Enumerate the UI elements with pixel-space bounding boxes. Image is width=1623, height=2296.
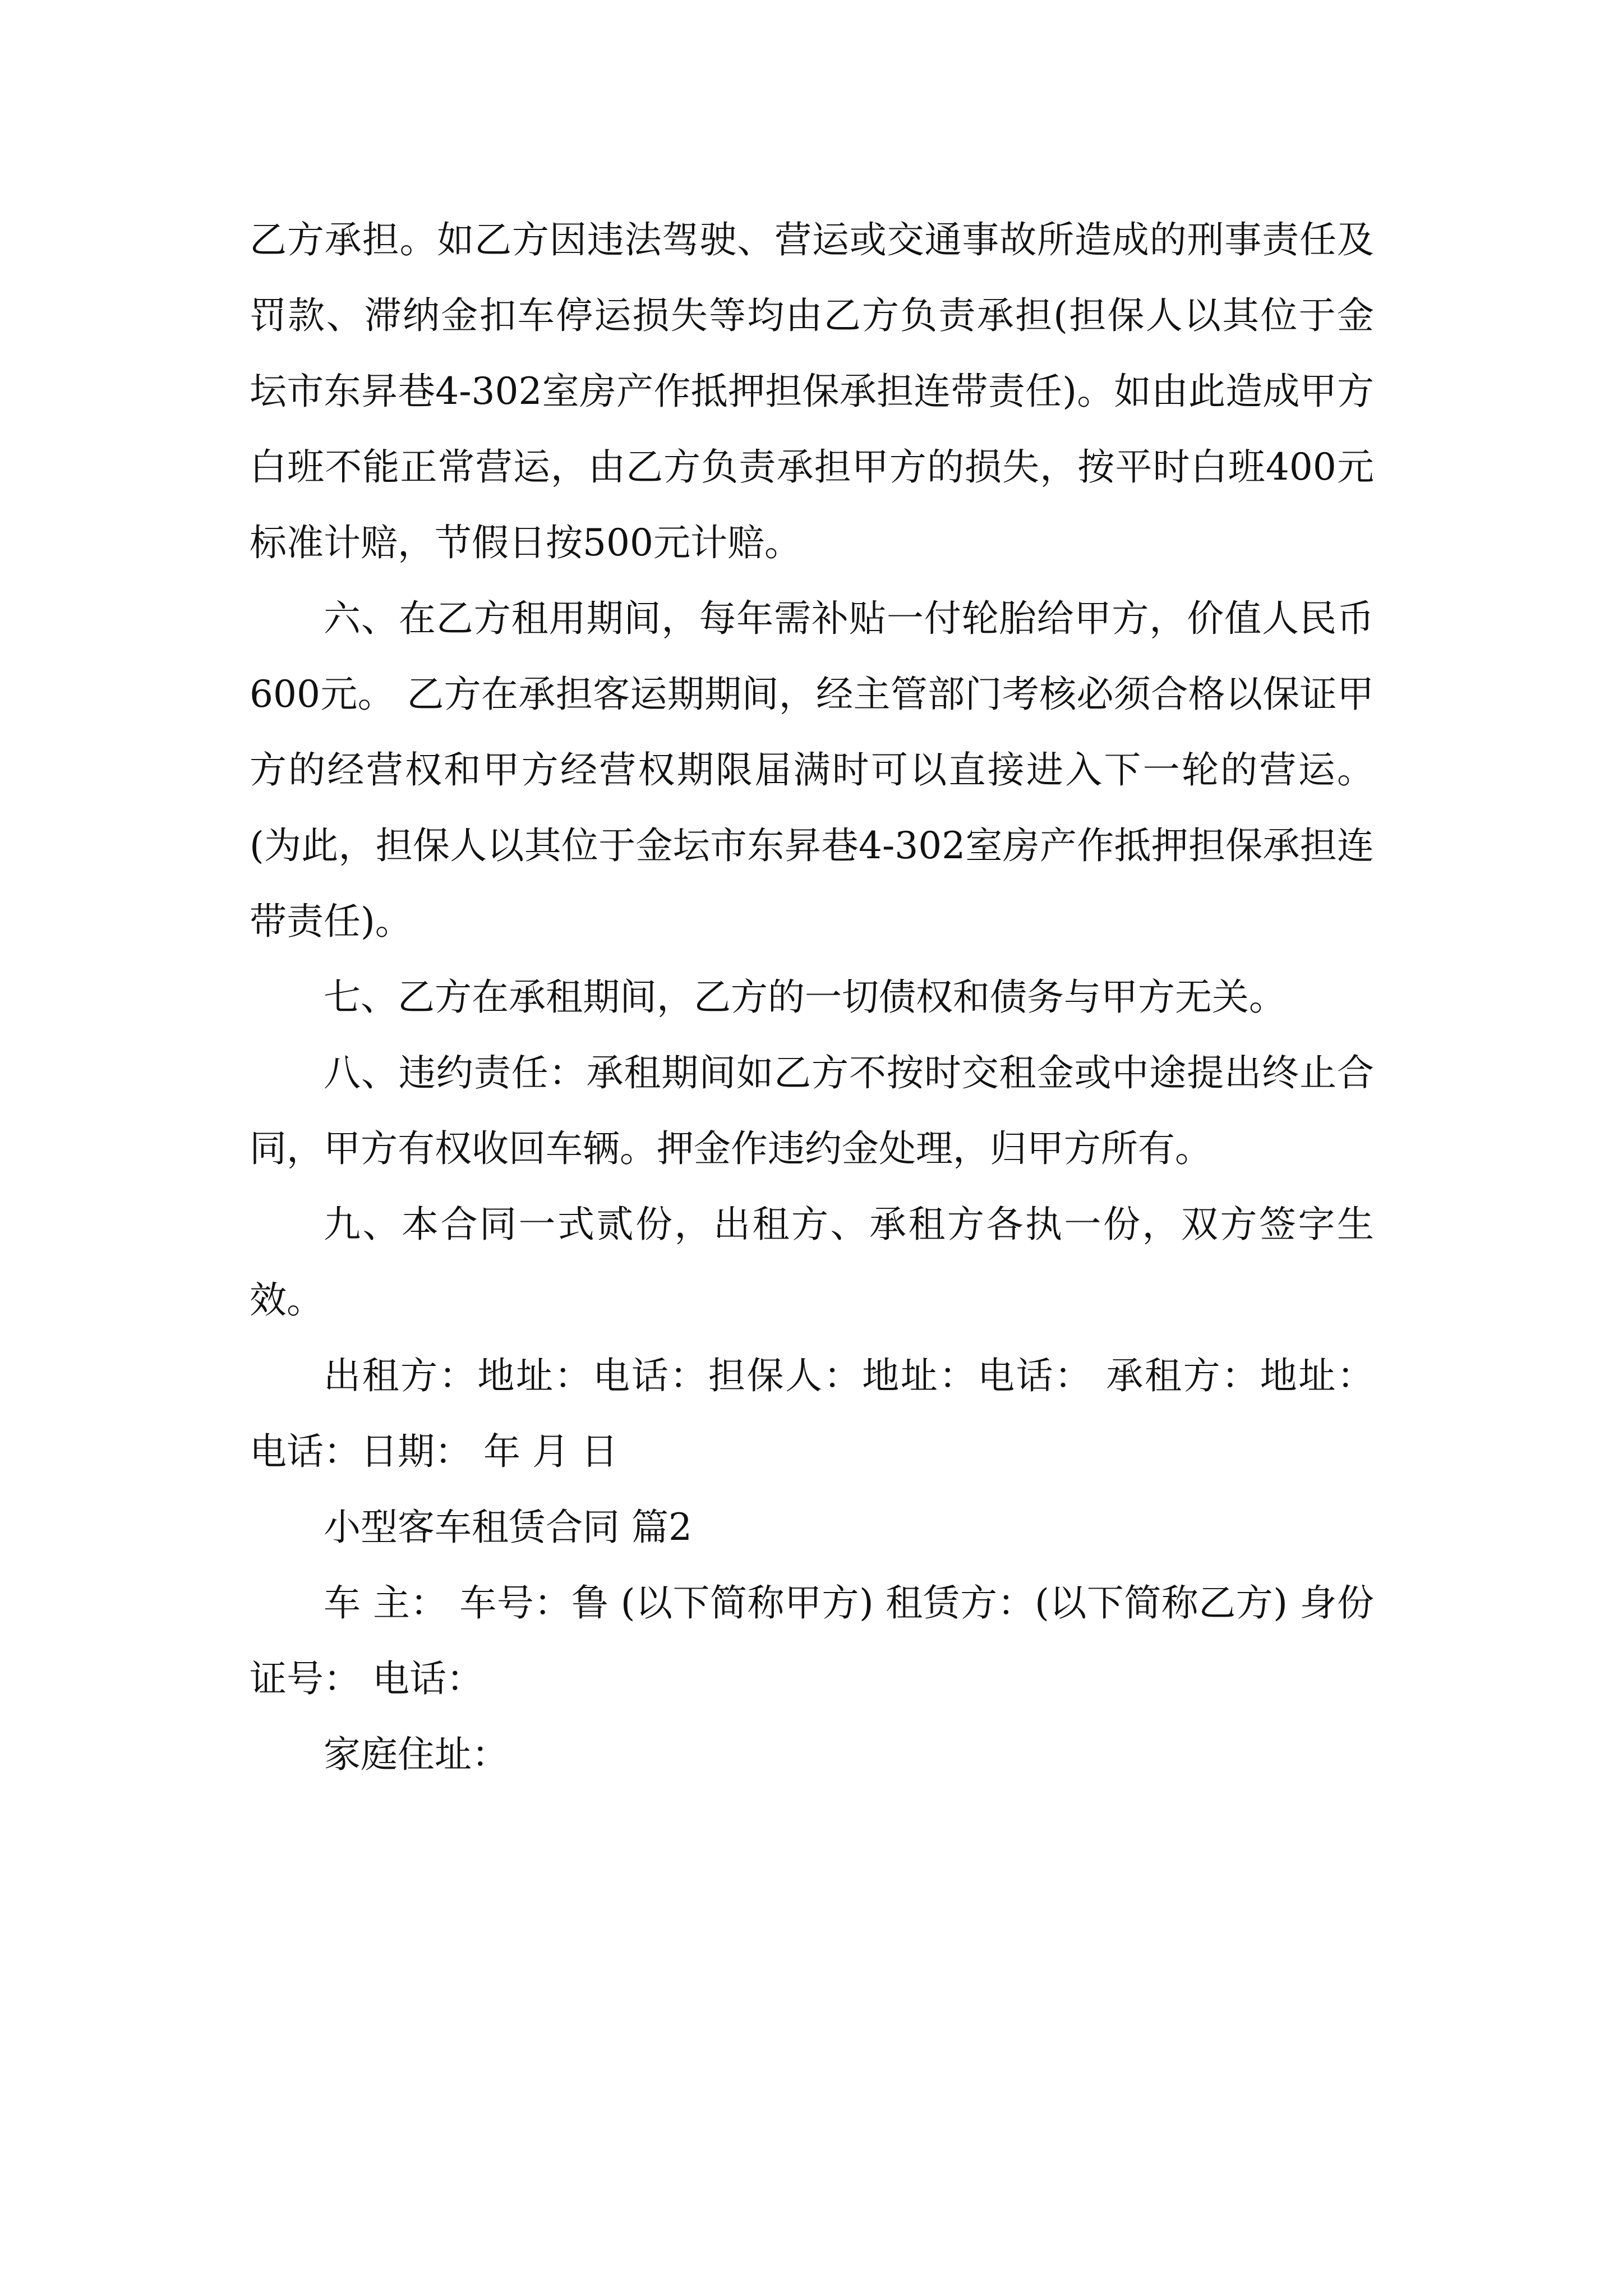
parties-info: 车 主： 车号：鲁 (以下简称甲方) 租赁方：(以下简称乙方) 身份证号： 电话： (250, 1581, 1374, 1700)
paragraph-continuation: 乙方承担。如乙方因违法驾驶、营运或交通事故所造成的刑事责任及罚款、滞纳金扣车停运损失等均由乙方负责承担(担保人以其位于金坛市东昇巷4-302室房产作抵押担保承担连带责任)。如由此造成甲方白班不能正常营运，由乙方负责承担甲方的损失，按平时白班400元标准计赔，节假日按500元计赔。 (250, 218, 1374, 564)
section-heading: 小型客车租赁合同 篇2 (324, 1506, 692, 1549)
document-body (250, 202, 1374, 1792)
clause-eight: 八、违约责任：承租期间如乙方不按时交租金或中途提出终止合同，甲方有权收回车辆。押金作违约金处理，归甲方所有。 (250, 1051, 1374, 1170)
home-address-field: 家庭住址： (324, 1733, 509, 1776)
clause-seven: 七、乙方在承租期间，乙方的一切债权和债务与甲方无关。 (324, 976, 1286, 1019)
clause-nine: 九、本合同一式贰份，出租方、承租方各执一份，双方签字生效。 (250, 1203, 1374, 1322)
clause-six: 六、在乙方租用期间，每年需补贴一付轮胎给甲方，价值人民币600元。 乙方在承担客运期期间，经主管部门考核必须合格以保证甲方的经营权和甲方经营权期限届满时可以直接进入下一轮的营运。(为此，担保人以其位于金坛市东昇巷4-302室房产作抵押担保承担连带责任)。 (250, 597, 1374, 943)
signature-fields: 出租方：地址：电话：担保人：地址：电话： 承租方：地址： 电话：日期： 年 月 日 (250, 1354, 1374, 1473)
